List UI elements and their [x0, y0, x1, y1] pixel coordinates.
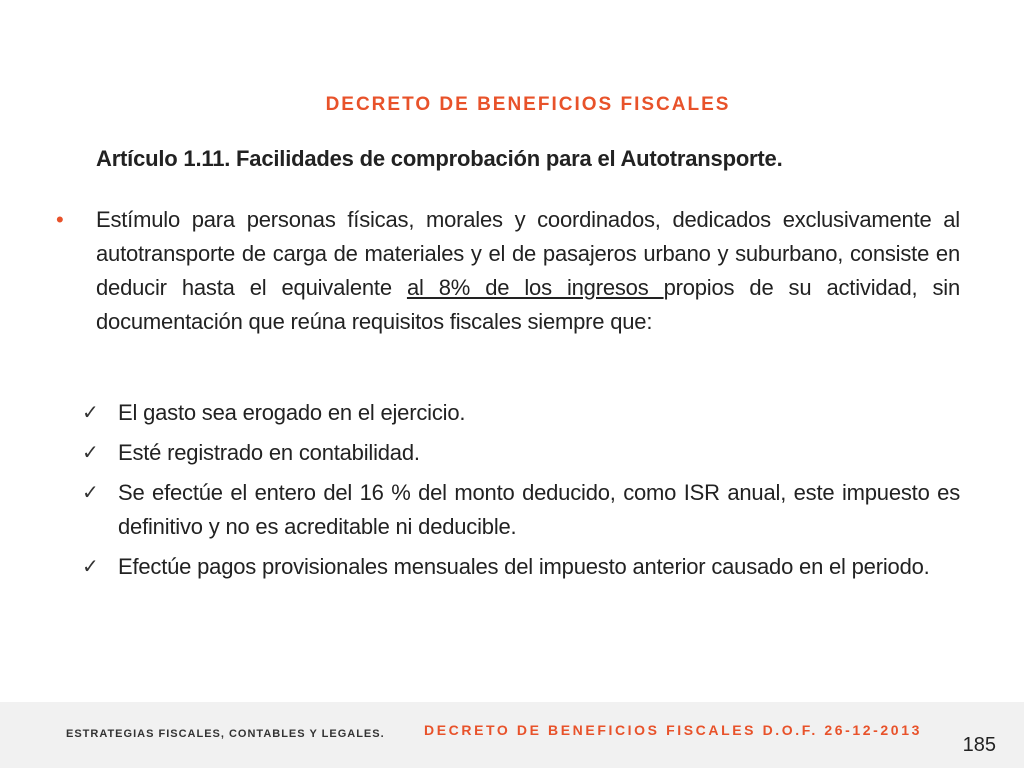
page-number: 185 — [962, 734, 996, 756]
check-icon: ✓ — [82, 482, 99, 504]
checklist-item-text: Esté registrado en contabilidad. — [118, 440, 420, 465]
slide-title: DECRETO DE BENEFICIOS FISCALES — [325, 94, 731, 115]
footer-bar — [0, 702, 1024, 768]
footer-decree: DECRETO DE BENEFICIOS FISCALES D.O.F. 26-12-2013 — [424, 722, 922, 738]
check-icon: ✓ — [82, 442, 99, 464]
bullet-text-after: propios de su actividad, sin documentación que reúna requisitos fiscales siempre que: — [96, 275, 960, 334]
bullet-paragraph — [96, 203, 960, 339]
bullet-text-underlined: al 8% de los ingresos — [406, 275, 664, 300]
checklist — [82, 396, 960, 590]
checklist-item-text: El gasto sea erogado en el ejercicio. — [118, 400, 466, 425]
checklist-item-text: Efectúe pagos provisionales mensuales del impuesto anterior causado en el periodo. — [118, 554, 930, 579]
bullet-item — [56, 203, 960, 339]
checklist-item — [82, 436, 960, 470]
check-icon: ✓ — [82, 402, 99, 424]
footer-company: ESTRATEGIAS FISCALES, CONTABLES Y LEGALES. — [66, 728, 385, 740]
checklist-item — [82, 396, 960, 430]
checklist-item — [82, 550, 960, 584]
check-icon: ✓ — [82, 556, 99, 578]
article-heading: Artículo 1.11. Facilidades de comprobación para el Autotransporte. — [96, 146, 783, 171]
checklist-item — [82, 476, 960, 544]
bullet-dot-icon: • — [56, 207, 64, 232]
bullet-text-before: Estímulo para personas físicas, morales y coordinados, dedicados exclusivamente al autotransporte de carga de materiales y el de pasajeros urbano y suburbano, consiste en deducir hasta el equivalente — [96, 207, 960, 300]
checklist-item-text: Se efectúe el entero del 16 % del monto deducido, como ISR anual, este impuesto es definitivo y no es acreditable ni deducible. — [118, 480, 960, 539]
